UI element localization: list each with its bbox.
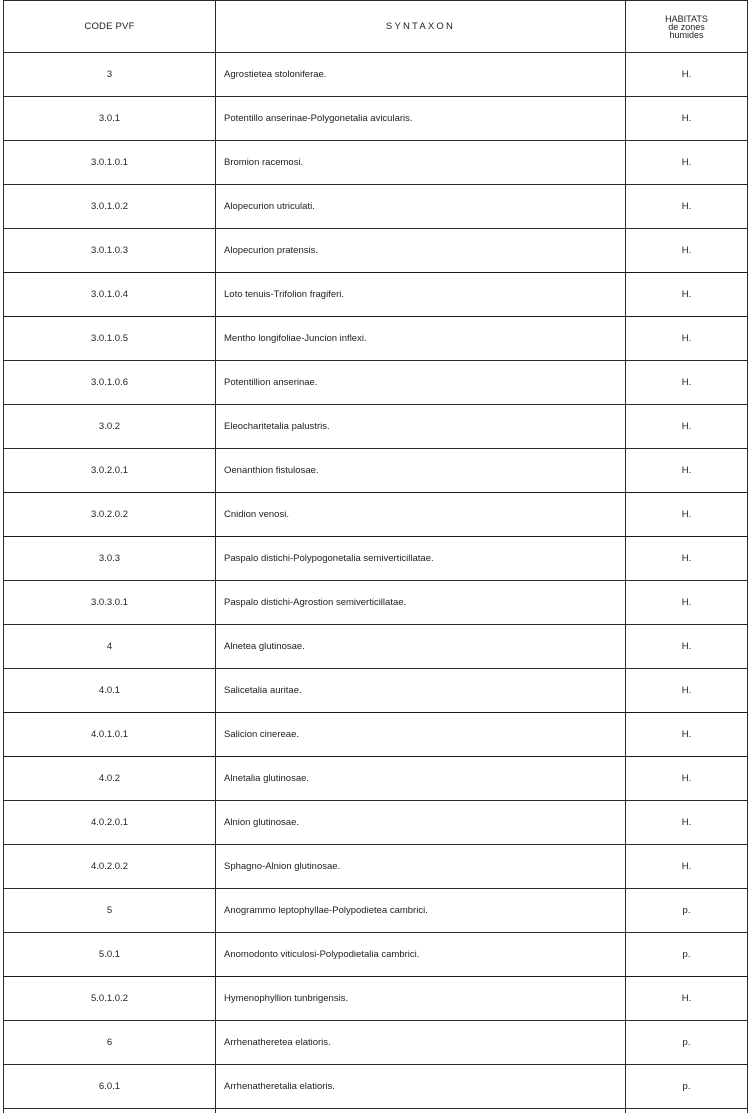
cell-code-pvf: 6.0.1 bbox=[4, 1065, 216, 1109]
cell-code-pvf-empty bbox=[4, 1109, 216, 1113]
cell-syntaxon: Mentho longifoliae-Juncion inflexi. bbox=[216, 317, 626, 361]
cell-syntaxon: Anomodonto viticulosi-Polypodietalia cambrici. bbox=[216, 933, 626, 977]
cell-code-pvf: 3.0.3 bbox=[4, 537, 216, 581]
table-row bbox=[4, 317, 748, 361]
syntaxon-table bbox=[3, 0, 748, 1113]
cell-syntaxon: Oenanthion fistulosae. bbox=[216, 449, 626, 493]
table-row bbox=[4, 53, 748, 97]
cell-code-pvf: 5.0.1.0.2 bbox=[4, 977, 216, 1021]
cell-habitat: p. bbox=[626, 933, 748, 977]
cell-code-pvf: 4 bbox=[4, 625, 216, 669]
header-habitats-line-3: humides bbox=[626, 31, 747, 39]
cell-syntaxon: Arrhenatheretalia elatioris. bbox=[216, 1065, 626, 1109]
table-row bbox=[4, 669, 748, 713]
cell-code-pvf: 4.0.1.0.1 bbox=[4, 713, 216, 757]
cell-habitat: H. bbox=[626, 581, 748, 625]
header-habitats-line-1: HABITATS bbox=[626, 15, 747, 23]
cell-code-pvf: 3.0.2 bbox=[4, 405, 216, 449]
cell-habitat: H. bbox=[626, 449, 748, 493]
header-code-pvf: CODE PVF bbox=[4, 1, 216, 53]
cell-code-pvf: 3.0.1 bbox=[4, 97, 216, 141]
table-row-continued bbox=[4, 1109, 748, 1113]
cell-code-pvf: 3.0.2.0.2 bbox=[4, 493, 216, 537]
cell-syntaxon: Salicetalia auritae. bbox=[216, 669, 626, 713]
cell-habitat: H. bbox=[626, 53, 748, 97]
table-row bbox=[4, 405, 748, 449]
cell-syntaxon: Alopecurion pratensis. bbox=[216, 229, 626, 273]
cell-syntaxon: Agrostietea stoloniferae. bbox=[216, 53, 626, 97]
cell-syntaxon: Anogrammo leptophyllae-Polypodietea cambrici. bbox=[216, 889, 626, 933]
header-row bbox=[4, 1, 748, 53]
table-row bbox=[4, 801, 748, 845]
document-page bbox=[3, 0, 747, 1113]
table-row bbox=[4, 449, 748, 493]
cell-syntaxon: Alnetalia glutinosae. bbox=[216, 757, 626, 801]
table-header bbox=[4, 1, 748, 53]
cell-habitat: H. bbox=[626, 845, 748, 889]
cell-syntaxon: Eleocharitetalia palustris. bbox=[216, 405, 626, 449]
cell-code-pvf: 5 bbox=[4, 889, 216, 933]
cell-syntaxon: Potentillion anserinae. bbox=[216, 361, 626, 405]
cell-syntaxon: Arrhenatheretea elatioris. bbox=[216, 1021, 626, 1065]
cell-syntaxon-empty bbox=[216, 1109, 626, 1113]
cell-habitat-empty bbox=[626, 1109, 748, 1113]
cell-code-pvf: 3.0.1.0.2 bbox=[4, 185, 216, 229]
table-row bbox=[4, 229, 748, 273]
cell-syntaxon: Alnetea glutinosae. bbox=[216, 625, 626, 669]
cell-syntaxon: Paspalo distichi-Agrostion semiverticillatae. bbox=[216, 581, 626, 625]
cell-habitat: H. bbox=[626, 757, 748, 801]
cell-habitat: H. bbox=[626, 229, 748, 273]
cell-syntaxon: Cnidion venosi. bbox=[216, 493, 626, 537]
cell-code-pvf: 3.0.1.0.5 bbox=[4, 317, 216, 361]
cell-syntaxon: Salicion cinereae. bbox=[216, 713, 626, 757]
table-row bbox=[4, 1065, 748, 1109]
cell-habitat: H. bbox=[626, 977, 748, 1021]
cell-syntaxon: Bromion racemosi. bbox=[216, 141, 626, 185]
cell-code-pvf: 3.0.1.0.1 bbox=[4, 141, 216, 185]
table-row bbox=[4, 713, 748, 757]
table-row bbox=[4, 977, 748, 1021]
table-row bbox=[4, 537, 748, 581]
cell-code-pvf: 3.0.3.0.1 bbox=[4, 581, 216, 625]
cell-code-pvf: 3.0.2.0.1 bbox=[4, 449, 216, 493]
table-row bbox=[4, 273, 748, 317]
cell-habitat: H. bbox=[626, 273, 748, 317]
cell-code-pvf: 3.0.1.0.4 bbox=[4, 273, 216, 317]
cell-syntaxon: Paspalo distichi-Polypogonetalia semiverticillatae. bbox=[216, 537, 626, 581]
cell-syntaxon: Loto tenuis-Trifolion fragiferi. bbox=[216, 273, 626, 317]
table-row bbox=[4, 141, 748, 185]
header-syntaxon: SYNTAXON bbox=[216, 1, 626, 53]
cell-habitat: H. bbox=[626, 801, 748, 845]
cell-habitat: H. bbox=[626, 537, 748, 581]
cell-habitat: H. bbox=[626, 713, 748, 757]
cell-habitat: H. bbox=[626, 493, 748, 537]
cell-code-pvf: 3 bbox=[4, 53, 216, 97]
cell-syntaxon: Hymenophyllion tunbrigensis. bbox=[216, 977, 626, 1021]
cell-code-pvf: 5.0.1 bbox=[4, 933, 216, 977]
cell-code-pvf: 6 bbox=[4, 1021, 216, 1065]
table-row bbox=[4, 889, 748, 933]
cell-habitat: H. bbox=[626, 141, 748, 185]
cell-habitat: H. bbox=[626, 317, 748, 361]
header-habitats-line-2: de zones bbox=[626, 23, 747, 31]
table-row bbox=[4, 581, 748, 625]
table-row bbox=[4, 1021, 748, 1065]
cell-habitat: p. bbox=[626, 1021, 748, 1065]
table-row bbox=[4, 361, 748, 405]
cell-habitat: p. bbox=[626, 889, 748, 933]
table-row bbox=[4, 625, 748, 669]
cell-code-pvf: 3.0.1.0.3 bbox=[4, 229, 216, 273]
cell-habitat: H. bbox=[626, 669, 748, 713]
table-body bbox=[4, 53, 748, 1113]
header-habitats bbox=[626, 1, 748, 53]
cell-habitat: p. bbox=[626, 1065, 748, 1109]
cell-habitat: H. bbox=[626, 185, 748, 229]
table-row bbox=[4, 185, 748, 229]
cell-syntaxon: Potentillo anserinae-Polygonetalia avicularis. bbox=[216, 97, 626, 141]
table-row bbox=[4, 97, 748, 141]
table-row bbox=[4, 757, 748, 801]
cell-habitat: H. bbox=[626, 97, 748, 141]
cell-code-pvf: 4.0.2.0.2 bbox=[4, 845, 216, 889]
table-row bbox=[4, 933, 748, 977]
cell-habitat: H. bbox=[626, 625, 748, 669]
cell-code-pvf: 3.0.1.0.6 bbox=[4, 361, 216, 405]
cell-syntaxon: Alopecurion utriculati. bbox=[216, 185, 626, 229]
table-row bbox=[4, 493, 748, 537]
cell-syntaxon: Alnion glutinosae. bbox=[216, 801, 626, 845]
cell-code-pvf: 4.0.2.0.1 bbox=[4, 801, 216, 845]
cell-code-pvf: 4.0.1 bbox=[4, 669, 216, 713]
table-row bbox=[4, 845, 748, 889]
cell-habitat: H. bbox=[626, 405, 748, 449]
cell-syntaxon: Sphagno-Alnion glutinosae. bbox=[216, 845, 626, 889]
cell-habitat: H. bbox=[626, 361, 748, 405]
cell-code-pvf: 4.0.2 bbox=[4, 757, 216, 801]
